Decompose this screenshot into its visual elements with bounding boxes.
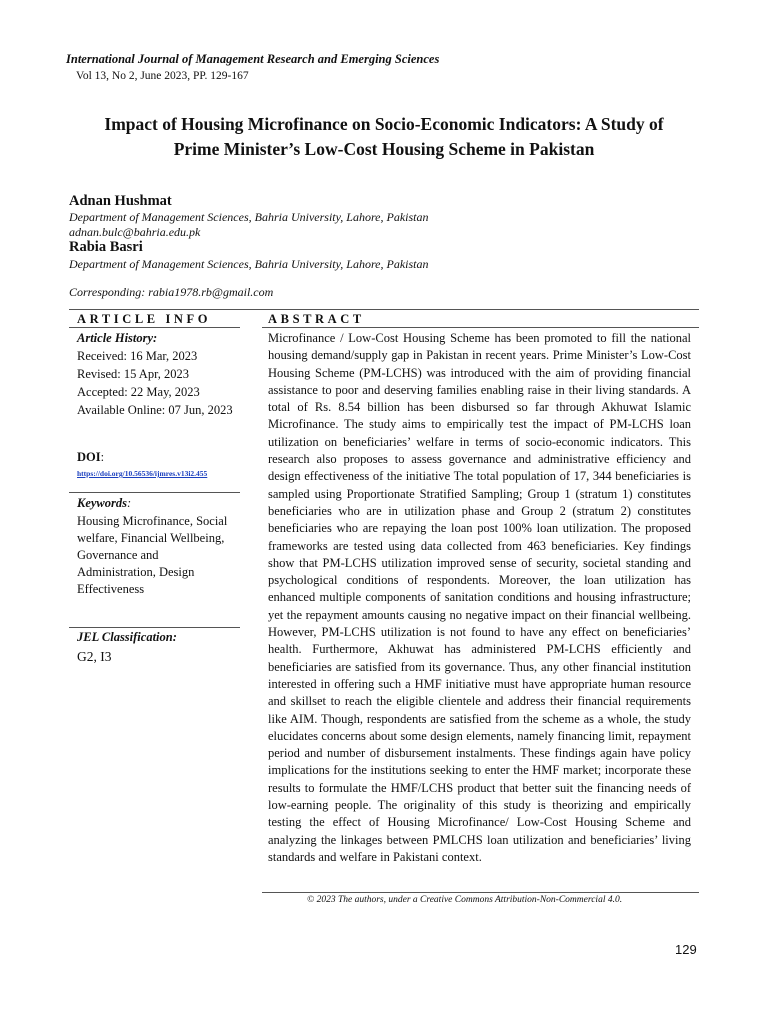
keywords-block: Keywords: Housing Microfinance, Social welfare, Financial Wellbeing, Governance and Administration, Design Effectiveness — [77, 495, 237, 598]
volume-info: Vol 13, No 2, June 2023, PP. 129-167 — [76, 70, 249, 82]
abstract-text: Microfinance / Low-Cost Housing Scheme has been promoted to fill the national housing demand/supply gap in Pakistan in recent years. Prime Minister’s Low-Cost Housing Scheme (PM-LCHS) was introduced with the aim of providing financial assistance to poor and deserving families enabling raise in their living standards. A total of Rs. 8.54 billion has been disbursed so far through Akhuwat Islamic Microfinance. The study aims to empirically test the impact of PM-LCHS loan utilization on beneficiaries’ welfare in terms of socio-economic indicators. This research also proposes to assess governance and administrative efficiency and design effectiveness of the initiative The total population of 17, 344 beneficiaries is sampled using Proportionate Stratified Sampling; Group 1 (stratum 1) constitutes beneficiaries who are in utilization phase and Group 2 (stratum 2) constitutes beneficiaries who are repaying the loan post 100% loan utilization. The proposed frameworks are tested using data collected from 463 beneficiaries. Key findings show that PM-LCHS utilization improved sense of security, societal standing and psychological conditions of respondents. Moreover, the loan utilization has enhanced multiple components of sanitation conditions and housing infrastructure; yet the repayment amounts causing no negative impact on their financial wellbeing. However, PM-LCHS utilization is not found to have any effect on beneficiaries’ health. Furthermore, Akhuwat has administered PM-LCHS efficiently and beneficiaries are satisfied from its governance. Thus, any other financial institution interested in offering such a HMF initiative must have appropriate human resource and skillset to reach the eligible clientele and address their financial requirements like AIM. Though, respondents are satisfied from the scheme as a whole, the study elucidates concerns about some design elements, namely financing limit, repayment period and number of disbursement instalments. These findings again have policy implications for the institutions seeking to enter the HMF market; incorporate these results to formulate the HMF/LCHS product that better suit the financing needs of low-earning people. The originality of this study is theorizing and empirically testing the effect of Housing Microfinance/ Low-Cost Housing Scheme and analyzing the linkages between PMLCHS loan utilization and beneficiaries’ living standards and welfare in Pakistani context. — [268, 331, 691, 864]
author-affiliation-1: Department of Management Sciences, Bahria University, Lahore, Pakistan — [69, 210, 429, 224]
author-email-1[interactable]: adnan.bulc@bahria.edu.pk — [69, 225, 201, 239]
doi-block: DOI: https://doi.org/10.56536/ijmres.v13i2.455 — [77, 449, 237, 482]
paper-title-line-1: Impact of Housing Microfinance on Socio-Economic Indicators: A Study of — [104, 114, 664, 134]
article-info-heading: ARTICLE INFO — [77, 312, 212, 326]
top-rule — [69, 309, 699, 310]
doi-rule — [69, 492, 240, 493]
keywords-list: Housing Microfinance, Social welfare, Financial Wellbeing, Governance and Administration, Design Effectiveness — [77, 514, 228, 596]
doi-label: DOI — [77, 450, 101, 464]
abstract-rule — [262, 327, 699, 328]
author-name-2: Rabia Basri — [69, 239, 143, 255]
revised-date: Revised: 15 Apr, 2023 — [77, 367, 189, 381]
jel-label: JEL Classification: — [77, 630, 177, 644]
author-affiliation-2: Department of Management Sciences, Bahria University, Lahore, Pakistan — [69, 257, 429, 271]
jel-codes: G2, I3 — [77, 649, 112, 664]
journal-name: International Journal of Management Research and Emerging Sciences — [66, 52, 440, 66]
abstract-heading: ABSTRACT — [268, 312, 365, 326]
paper-title-line-2: Prime Minister’s Low-Cost Housing Scheme in Pakistan — [173, 139, 595, 159]
article-info-rule — [69, 327, 240, 328]
keywords-label: Keywords — [77, 496, 127, 510]
author-name-1: Adnan Hushmat — [69, 193, 172, 209]
available-date: Available Online: 07 Jun, 2023 — [77, 403, 233, 417]
bottom-rule — [262, 892, 699, 893]
article-history — [77, 330, 237, 419]
received-date: Received: 16 Mar, 2023 — [77, 349, 198, 363]
page-number: 129 — [675, 942, 697, 957]
accepted-date: Accepted: 22 May, 2023 — [77, 385, 200, 399]
corresponding-email[interactable]: Corresponding: rabia1978.rb@gmail.com — [69, 285, 274, 299]
keywords-rule — [69, 627, 240, 628]
doi-link[interactable]: https://doi.org/10.56536/ijmres.v13i2.455 — [77, 469, 208, 478]
paper-title — [60, 112, 708, 162]
copyright-notice: © 2023 The authors, under a Creative Commons Attribution-Non-Commercial 4.0. — [307, 895, 623, 905]
jel-block — [77, 629, 237, 665]
article-history-label: Article History: — [77, 331, 158, 345]
